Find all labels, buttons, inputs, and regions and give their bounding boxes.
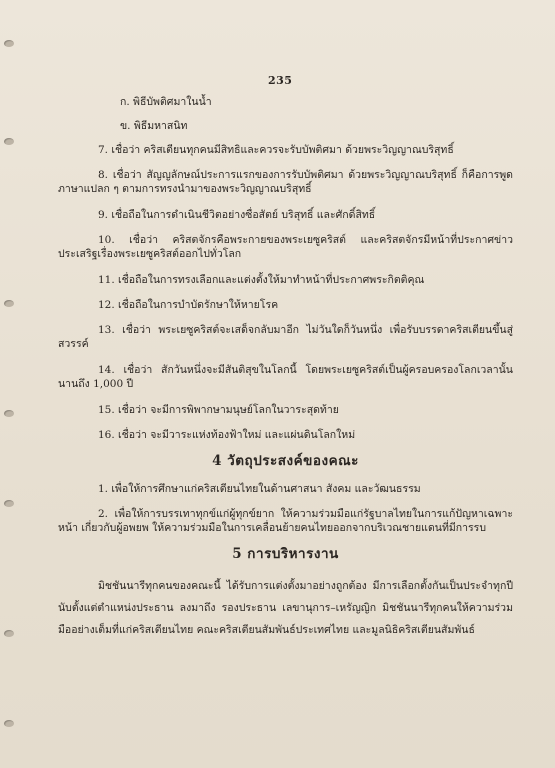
item-text: เชื่อว่า คริสเตียนทุกคนมีสิทธิและควรจะรับบัพติศมา ด้วยพระวิญญาณบริสุทธิ์ — [111, 144, 454, 156]
list-item — [58, 428, 513, 442]
list-item — [58, 143, 513, 157]
item-text: เชื่อว่า จะมีวาระแห่งท้องฟ้าใหม่ และแผ่นดินโลกใหม่ — [118, 429, 356, 441]
item-number: 16. — [98, 429, 115, 441]
item-text: เพื่อให้การบรรเทาทุกข์แก่ผู้ทุกข์ยาก ให้ความร่วมมือแก่รัฐบาลไทยในการแก้ปัญหาเฉพาะหน้า เกี่ยวกับผู้อพยพ ให้ความร่วมมือในการเคลื่อนย้ายคนไทยออกจากบริเวณชายแดนที่มีการรบ — [58, 508, 513, 534]
item-text: พิธีมหาสนิท — [133, 120, 188, 132]
item-text: เชื่อว่า พระเยซูคริสต์จะเสด็จกลับมาอีก ไม่วันใดก็วันหนึ่ง เพื่อรับบรรดาคริสเตียนขึ้นสู่สวรรค์ — [58, 324, 514, 350]
binder-hole — [4, 138, 14, 145]
item-number: 9. — [98, 209, 109, 221]
list-item — [58, 363, 513, 391]
item-text: เชื่อว่า จะมีการพิพากษามนุษย์โลกในวาระสุดท้าย — [118, 404, 339, 416]
binder-hole — [4, 500, 14, 507]
item-number: 12. — [98, 299, 115, 311]
administration-paragraph: มิชชันนารีทุกคนของคณะนี้ ได้รับการแต่งตั้งมาอย่างถูกต้อง มีการเลือกตั้งกันเป็นประจำทุกปี นับตั้งแต่ตำแหน่งประธาน ลงมาถึง รองประธาน เลขานุการ–เหรัญญิก มิชชันนารีทุกคนให้ความร่วมมืออย่างเต็มที่แก่คริสเตียนไทย คณะคริสเตียนสัมพันธ์ประเทศไทย และมูลนิธิคริสเตียนสัมพันธ์ — [58, 580, 513, 636]
list-item — [58, 482, 513, 496]
list-item — [58, 298, 513, 312]
binder-hole — [4, 630, 14, 637]
item-number: ข. — [120, 120, 131, 132]
binder-hole — [4, 40, 14, 47]
page-number: 235 — [268, 74, 293, 87]
item-text: เชื่อว่า คริสตจักรคือพระกายของพระเยซูคริสต์ และคริสตจักรมีหน้าที่ประกาศข่าวประเสริฐเรื่องพระเยซูคริสต์ออกไปทั่วโลก — [58, 234, 514, 260]
list-item — [58, 95, 513, 109]
list-item — [58, 233, 513, 261]
item-number: 1. — [98, 483, 109, 495]
item-text: เชื่อถือในการดำเนินชีวิตอย่างซื่อสัตย์ บริสุทธิ์ และศักดิ์สิทธิ์ — [111, 209, 376, 221]
binder-hole — [4, 410, 14, 417]
list-item — [58, 273, 513, 287]
list-item — [58, 507, 513, 535]
binder-hole — [4, 720, 14, 727]
list-item — [58, 208, 513, 222]
item-number: 8. — [98, 169, 109, 181]
item-number: 15. — [98, 404, 115, 416]
item-number: 14. — [98, 364, 115, 376]
list-item — [58, 168, 513, 196]
item-text: เพื่อให้การศึกษาแก่คริสเตียนไทยในด้านศาสนา สังคม และวัฒนธรรม — [111, 483, 421, 495]
item-number: 11. — [98, 274, 115, 286]
item-text: เชื่อว่า สักวันหนึ่งจะมีสันติสุขในโลกนี้ โดยพระเยซูคริสต์เป็นผู้ครอบครองโลกเวลานั้นนานถึง 1,000 ปี — [58, 364, 513, 390]
section-heading-administration: 5 การบริหารงาน — [232, 546, 339, 562]
objectives-list — [58, 482, 513, 535]
page-content — [58, 95, 513, 641]
beliefs-list — [58, 95, 513, 442]
item-number: 7. — [98, 144, 109, 156]
item-text: เชื่อถือในการทรงเลือกและแต่งตั้งให้มาทำหน้าที่ประกาศพระกิตติคุณ — [118, 274, 425, 286]
item-text: เชื่อว่า สัญญลักษณ์ประการแรกของการรับบัพติศมา ด้วยพระวิญญาณบริสุทธิ์ ก็คือการพูดภาษาแปลก ๆ ตามการทรงนำมาของพระวิญญาณบริสุทธิ์ — [58, 169, 513, 195]
list-item — [58, 403, 513, 417]
item-number: ก. — [120, 96, 130, 108]
item-number: 2. — [98, 508, 109, 520]
item-number: 10. — [98, 234, 115, 246]
section-heading-objectives: 4 วัตถุประสงค์ของคณะ — [212, 453, 359, 469]
list-item — [58, 323, 513, 351]
item-number: 13. — [98, 324, 115, 336]
list-item — [58, 119, 513, 133]
item-text: เชื่อถือในการบำบัดรักษาให้หายโรค — [118, 299, 279, 311]
binder-hole — [4, 300, 14, 307]
item-text: พิธีบัพติศมาในน้ำ — [133, 96, 212, 108]
